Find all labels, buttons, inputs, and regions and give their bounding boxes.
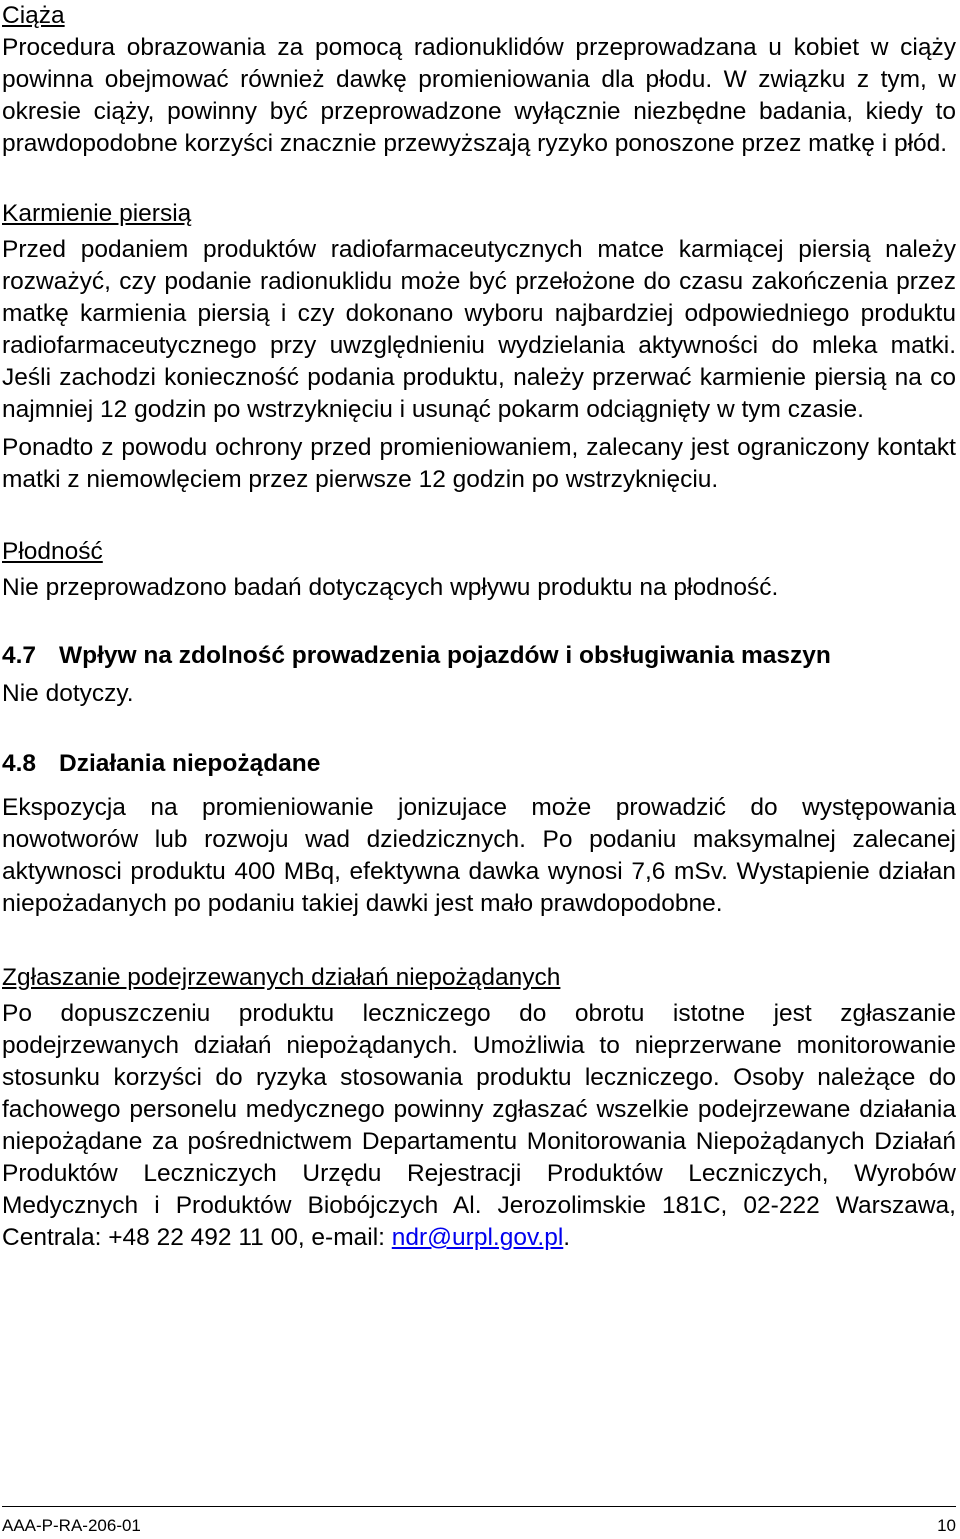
page-number: 10 (937, 1516, 956, 1535)
footer-divider (2, 1506, 956, 1507)
section-4-8-paragraph: Ekspozycja na promieniowanie jonizujace może prowadzić do występowania nowotworów lub rozwoju wad dziedzicznych. Po podaniu maksymalnej zalecanej aktywnosci produktu 400 MBq, efektywna dawka wynosi 7,6 mSv. Wystapienie działan niepożadanych po podaniu takiej dawki jest mało prawdopodobne. (2, 794, 956, 917)
page-footer (2, 1516, 956, 1536)
pregnancy-heading: Ciąża (2, 2, 65, 29)
section-4-7-number: 4.7 (2, 642, 37, 669)
breastfeeding-heading: Karmienie piersią (2, 200, 192, 227)
reporting-email-link[interactable]: ndr@urpl.gov.pl (391, 1224, 564, 1251)
pregnancy-paragraph: Procedura obrazowania za pomocą radionuklidów przeprowadzana u kobiet w ciąży powinna obejmować również dawkę promieniowania dla płodu. W związku z tym, w okresie ciąży, powinny być przeprowadzone wyłącznie niezbędne badania, kiedy to prawdopodobne korzyści znacznie przewyższają ryzyko ponoszone przez matkę i płód. (2, 34, 956, 157)
reporting-end: . (563, 1224, 571, 1251)
section-4-8-number: 4.8 (2, 750, 37, 777)
breastfeeding-paragraph-1: Przed podaniem produktów radiofarmaceutycznych matce karmiącej piersią należy rozważyć, czy podanie radionuklidu może być przełożone do czasu zakończenia przez matkę karmienia piersią i czy dokonano wyboru najbardziej odpowiedniego produktu radiofarmaceutycznego przy uwzględnieniu wydzielania aktywności do mleka matki. Jeśli zachodzi konieczność podania produktu, należy przerwać karmienie piersią na co najmniej 12 godzin po wstrzyknięciu i usunąć pokarm odciągnięty w tym czasie. (2, 236, 956, 423)
reporting-text: Po dopuszczeniu produktu leczniczego do obrotu istotne jest zgłaszanie podejrzewanych działań niepożądanych. Umożliwia to nieprzerwane monitorowanie stosunku korzyści do ryzyka stosowania produktu leczniczego. Osoby należące do fachowego personelu medycznego powinny zgłaszać wszelkie podejrzewane działania niepożądane za pośrednictwem Departamentu Monitorowania Niepożądanych Działań Produktów Leczniczych Urzędu Rejestracji Produktów Leczniczych, Wyrobów Medycznych i Produktów Biobójczych Al. Jerozolimskie 181C, 02-222 Warszawa, Centrala: +48 22 492 11 00, e-mail: (2, 1000, 956, 1251)
section-4-8-title: Działania niepożądane (59, 750, 321, 777)
document-page (2, 0, 956, 1254)
section-4-8-heading (2, 748, 956, 780)
fertility-heading: Płodność (2, 538, 103, 565)
section-4-7-heading (2, 640, 956, 672)
fertility-paragraph: Nie przeprowadzono badań dotyczących wpływu produktu na płodność. (2, 574, 779, 601)
document-code: AAA-P-RA-206-01 (2, 1516, 141, 1535)
section-4-7-paragraph: Nie dotyczy. (2, 680, 134, 707)
section-4-7-title: Wpływ na zdolność prowadzenia pojazdów i obsługiwania maszyn (59, 642, 831, 669)
reporting-heading: Zgłaszanie podejrzewanych działań niepożądanych (2, 964, 561, 991)
breastfeeding-paragraph-2: Ponadto z powodu ochrony przed promieniowaniem, zalecany jest ograniczony kontakt matki z niemowlęciem przez pierwsze 12 godzin po wstrzyknięciu. (2, 434, 956, 493)
reporting-paragraph (2, 998, 956, 1254)
